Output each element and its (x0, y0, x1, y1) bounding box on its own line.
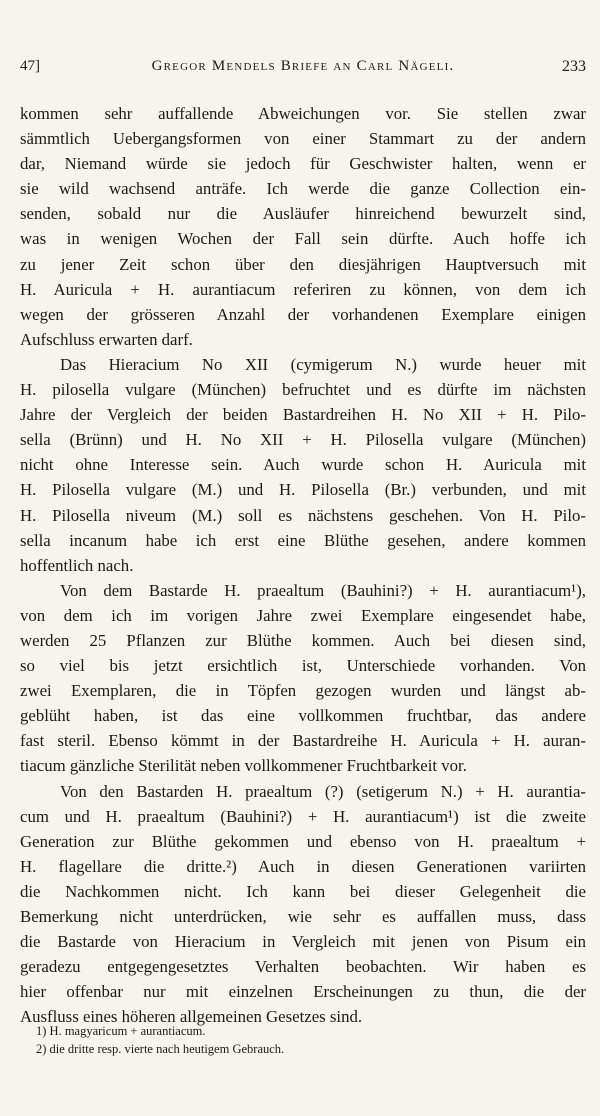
text-line: Von dem Bastarde H. praealtum (Bauhini?) + H. aurantiacum¹), (60, 580, 586, 600)
text-line: fast steril. Ebenso kömmt in der Bastardreihe H. Auricula + H. auran- (20, 731, 586, 751)
text-line: senden, sobald nur die Ausläufer hinreichend bewurzelt sind, (20, 204, 586, 224)
footnote: 2) die dritte resp. vierte nach heutigem Gebrauch. (36, 1042, 285, 1056)
text-line: H. Pilosella vulgare (M.) und H. Pilosella (Br.) verbunden, und mit (20, 480, 586, 500)
text-line: Jahre der Vergleich der beiden Bastardreihen H. No XII + H. Pilo- (20, 405, 586, 425)
text-line: nicht ohne Interesse sein. Auch wurde schon H. Auricula mit (20, 455, 586, 475)
paragraph (20, 578, 586, 779)
text-line: tiacum gänzliche Sterilität neben vollkommener Fruchtbarkeit vor. (20, 756, 467, 776)
text-line: H. flagellare die dritte.²) Auch in diesen Generationen variirten (20, 856, 586, 876)
text-line: die Nachkommen nicht. Ich kann bei dieser Gelegenheit die (20, 881, 586, 901)
page-body (20, 101, 586, 1029)
text-line: von dem ich im vorigen Jahre zwei Exemplare eingesendet habe, (20, 605, 586, 625)
text-line: hoffentlich nach. (20, 555, 134, 575)
text-line: cum und H. praealtum (Bauhini?) + H. aurantiacum¹) ist die zweite (20, 806, 586, 826)
paragraph (20, 779, 586, 1030)
text-line: so viel bis jetzt ersichtlich ist, Unterschiede vorhanden. Von (20, 656, 586, 676)
text-line: wegen der grösseren Anzahl der vorhandenen Exemplare einigen (20, 304, 586, 324)
text-line: dar, Niemand würde sie jedoch für Geschwister halten, wenn er (20, 154, 586, 174)
paragraph (20, 101, 586, 352)
text-line: sämmtlich Uebergangsformen von einer Stammart zu der andern (20, 129, 586, 149)
text-line: H. Auricula + H. aurantiacum referiren zu können, von dem ich (20, 279, 586, 299)
text-line: zwei Exemplaren, die in Töpfen gezogen wurden und längst ab- (20, 681, 586, 701)
text-line: werden 25 Pflanzen zur Blüthe kommen. Auch bei diesen sind, (20, 630, 586, 650)
text-line: H. pilosella vulgare (München) befruchtet und es dürfte im nächsten (20, 380, 586, 400)
text-line: Generation zur Blüthe gekommen und ebenso von H. praealtum + (20, 831, 586, 851)
text-line: H. Pilosella niveum (M.) soll es nächstens geschehen. Von H. Pilo- (20, 505, 586, 525)
header-title: Gregor Mendels Briefe an Carl Nägeli. (151, 58, 455, 74)
footnotes (20, 1022, 586, 1058)
text-line: sella (Brünn) und H. No XII + H. Pilosella vulgare (München) (20, 430, 586, 450)
text-line: sie wild wachsend anträfe. Ich werde die ganze Collection ein- (20, 179, 586, 199)
running-header (20, 58, 586, 84)
header-section-marker: 47] (20, 58, 40, 74)
text-line: Aufschluss erwarten darf. (20, 329, 193, 349)
page-number: 233 (562, 58, 586, 75)
footnote: 1) H. magyaricum + aurantiacum. (36, 1024, 206, 1038)
text-line: was in wenigen Wochen der Fall sein dürfte. Auch hoffe ich (20, 229, 586, 249)
text-line: sella incanum habe ich erst eine Blüthe gesehen, andere kommen (20, 530, 586, 550)
text-line: geradezu entgegengesetztes Verhalten beobachten. Wir haben es (20, 957, 586, 977)
text-line: kommen sehr auffallende Abweichungen vor. Sie stellen zwar (20, 104, 586, 123)
paragraph (20, 352, 586, 578)
text-line: Bemerkung nicht unterdrücken, wie sehr es auffallen muss, dass (20, 907, 586, 926)
text-line: Ausfluss eines höheren allgemeinen Gesetzes sind. (20, 1007, 363, 1027)
text-line: zu jener Zeit schon über den diesjährigen Hauptversuch mit (20, 254, 586, 274)
text-line: die Bastarde von Hieracium in Vergleich mit jenen von Pisum ein (20, 932, 586, 952)
text-line: Von den Bastarden H. praealtum (?) (setigerum N.) + H. aurantia- (60, 781, 586, 801)
text-line: hier offenbar nur mit einzelnen Erscheinungen zu thun, die der (20, 982, 586, 1002)
text-line: geblüht haben, ist das eine vollkommen fruchtbar, das andere (20, 706, 586, 726)
text-line: Das Hieracium No XII (cymigerum N.) wurde heuer mit (60, 354, 586, 374)
